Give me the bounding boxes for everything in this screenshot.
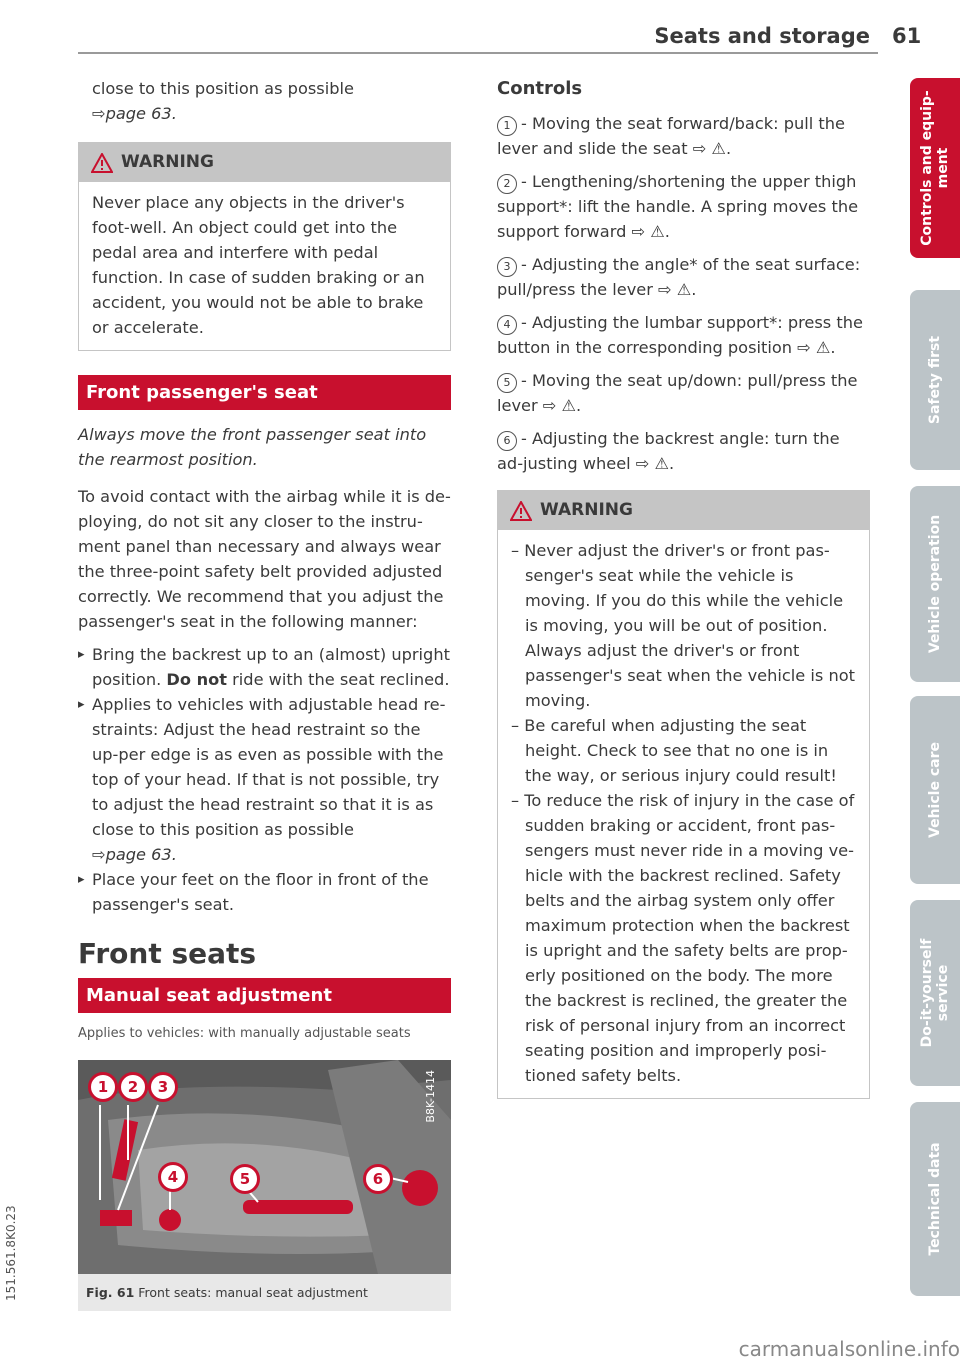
figure-code: B8K-1414 <box>424 1070 437 1123</box>
warning-title: WARNING <box>540 500 633 520</box>
tab-technical-data[interactable]: Technical data <box>910 1102 960 1296</box>
page-link[interactable]: ⇨page 63. <box>92 845 177 864</box>
intro-page-link[interactable]: ⇨page 63. <box>92 104 177 123</box>
passenger-body: To avoid contact with the airbag while it is de-ploying, do not sit any closer to the instru-ment panel than necessary and always wear the three-point safety belt provided adjusted correctly. We recommend that you adjust the passenger's seat in the following manner: <box>78 487 451 631</box>
tab-do-it-yourself-service[interactable]: Do-it-yourself service <box>910 900 960 1086</box>
warning-header <box>79 143 450 182</box>
warning-header <box>498 491 869 530</box>
list-item: – To reduce the risk of injury in the case of sudden braking or accident, front pas-sengers must never ride in a moving ve-hicle with the backrest reclined. Safety belts and the airbag system only offer maximum protection when the backrest is upright and the safety belts are prop-erly positioned on the body. The more the backrest is reclined, the greater the risk of personal injury from an incorrect seating position and improperly posi-tioned safety belts. <box>511 791 855 1085</box>
section-title-front-seats: Front seats <box>78 937 257 970</box>
seat-adjustment-figure <box>78 1060 451 1274</box>
document-code: 151.561.8K0.23 <box>4 1205 18 1301</box>
section-heading-manual-seat-adjustment: Manual seat adjustment <box>78 978 451 1013</box>
right-column <box>497 76 870 1099</box>
passenger-bullets <box>78 642 451 917</box>
page-number: 61 <box>892 24 922 48</box>
watermark: carmanualsonline.info <box>738 1337 960 1361</box>
callout-3: 3 <box>148 1072 178 1102</box>
controls-heading: Controls <box>497 78 583 99</box>
passenger-lead: Always move the front passenger seat into the rearmost position. <box>78 425 427 469</box>
warning-title: WARNING <box>121 152 214 172</box>
list-item: ▸ Bring the backrest up to an (almost) upright position. Do not ride with the seat reclined. <box>78 642 451 692</box>
callout-6: 6 <box>363 1164 393 1194</box>
control-item-1: 1 - Moving the seat forward/back: pull the lever and slide the seat ⇨ ⚠. <box>497 114 845 158</box>
list-item: – Be careful when adjusting the seat height. Check to see that no one is in the way, or serious injury could result! <box>511 716 837 785</box>
page-header-title: Seats and storage <box>654 24 870 48</box>
tab-vehicle-care[interactable]: Vehicle care <box>910 696 960 884</box>
applies-to-note: Applies to vehicles: with manually adjustable seats <box>78 1026 411 1041</box>
control-item-2: 2 - Lengthening/shortening the upper thigh support*: lift the handle. A spring moves the support forward ⇨ ⚠. <box>497 172 859 241</box>
control-item-3: 3 - Adjusting the angle* of the seat surface: pull/press the lever ⇨ ⚠. <box>497 255 861 299</box>
tab-safety-first[interactable]: Safety first <box>910 290 960 470</box>
callout-5: 5 <box>230 1164 260 1194</box>
header-rule <box>78 52 878 54</box>
warning-triangle-icon <box>91 153 113 173</box>
list-item: – Never adjust the driver's or front pas-senger's seat while the vehicle is moving. If you do this while the vehicle is moving, you will be out of position. Always adjust the driver's or front passenger's seat when the vehicle is not moving. <box>511 541 855 710</box>
warning-triangle-icon <box>510 501 532 521</box>
list-item: ▸ Place your feet on the floor in front of the passenger's seat. <box>78 867 451 917</box>
callout-2: 2 <box>118 1072 148 1102</box>
tab-vehicle-operation[interactable]: Vehicle operation <box>910 486 960 682</box>
warning-text: Never place any objects in the driver's foot-well. An object could get into the pedal area and interfere with pedal function. In case of sudden braking or an accident, you would not be able to brake or accelerate. <box>92 193 425 337</box>
figure-caption: Fig. 61 Front seats: manual seat adjustment <box>78 1274 451 1311</box>
warning-box-footwell <box>78 142 451 351</box>
intro-line: close to this position as possible <box>92 79 354 98</box>
callout-4: 4 <box>158 1162 188 1192</box>
warning-box-seat-adjustment <box>497 490 870 1099</box>
list-item: ▸ Applies to vehicles with adjustable head re-straints: Adjust the head restraint so the up-per edge is as even as possible with the top of your head. If that is not possible, try to adjust the head restraint so that it is as close to this position as possible ⇨page 63. <box>78 692 451 867</box>
control-item-4: 4 - Adjusting the lumbar support*: press the button in the corresponding position ⇨ ⚠. <box>497 313 863 357</box>
control-item-6: 6 - Adjusting the backrest angle: turn the ad-justing wheel ⇨ ⚠. <box>497 429 840 473</box>
section-heading-front-passenger-seat: Front passenger's seat <box>78 375 451 410</box>
left-column <box>78 76 451 1311</box>
warning-list <box>498 530 869 1098</box>
control-item-5: 5 - Moving the seat up/down: pull/press the lever ⇨ ⚠. <box>497 371 858 415</box>
tab-controls-and-equipment[interactable]: Controls and equip- ment <box>910 78 960 258</box>
callout-1: 1 <box>88 1072 118 1102</box>
